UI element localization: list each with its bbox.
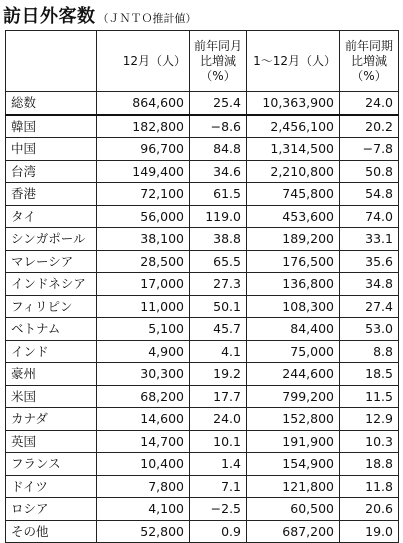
table-row [6,385,399,408]
total-row [6,92,399,115]
dec-visitors-cell: 56,000 [97,205,190,228]
country-cell: 韓国 [6,115,97,138]
ytd-yoy-cell: 53.0 [340,318,399,341]
dec-visitors-cell: 38,100 [97,228,190,251]
table-row [6,273,399,296]
dec-visitors-cell: 4,900 [97,340,190,363]
table-row [6,340,399,363]
dec-yoy-cell: 17.7 [190,385,247,408]
ytd-visitors-cell: 176,500 [247,250,340,273]
table-row [6,520,399,543]
header-country [6,31,97,92]
dec-visitors-cell: 149,400 [97,160,190,183]
ytd-yoy-cell: 34.8 [340,273,399,296]
table-row [6,363,399,386]
ytd-visitors-cell: 121,800 [247,475,340,498]
ytd-yoy-cell: 18.8 [340,453,399,476]
header-row [6,31,399,92]
dec-visitors-cell: 14,600 [97,408,190,431]
ytd-visitors-cell: 745,800 [247,183,340,206]
ytd-yoy-cell: 35.6 [340,250,399,273]
country-cell: フィリピン [6,295,97,318]
ytd-visitors-cell: 84,400 [247,318,340,341]
ytd-yoy-cell: 24.0 [340,92,399,115]
table-row [6,250,399,273]
ytd-yoy-cell: 18.5 [340,363,399,386]
ytd-yoy-cell: −7.8 [340,138,399,161]
table-body [6,92,399,543]
dec-yoy-cell: 10.1 [190,430,247,453]
country-cell: 米国 [6,385,97,408]
dec-yoy-cell: 19.2 [190,363,247,386]
dec-yoy-cell: 27.3 [190,273,247,296]
ytd-visitors-cell: 2,456,100 [247,115,340,138]
ytd-visitors-cell: 108,300 [247,295,340,318]
dec-yoy-cell: 7.1 [190,475,247,498]
table-row [6,228,399,251]
table-row [6,430,399,453]
visitor-stats-table [5,30,399,543]
ytd-visitors-cell: 191,900 [247,430,340,453]
dec-visitors-cell: 7,800 [97,475,190,498]
country-cell: 台湾 [6,160,97,183]
ytd-yoy-cell: 8.8 [340,340,399,363]
dec-yoy-cell: 1.4 [190,453,247,476]
country-cell: その他 [6,520,97,543]
dec-yoy-cell: 50.1 [190,295,247,318]
dec-yoy-cell: 61.5 [190,183,247,206]
ytd-yoy-cell: 11.5 [340,385,399,408]
country-cell: ドイツ [6,475,97,498]
country-cell: カナダ [6,408,97,431]
table-row [6,453,399,476]
header-ytd-yoy: 前年同期比増減（%） [340,31,399,92]
ytd-yoy-cell: 74.0 [340,205,399,228]
ytd-yoy-cell: 33.1 [340,228,399,251]
dec-yoy-cell: 25.4 [190,92,247,115]
ytd-visitors-cell: 189,200 [247,228,340,251]
dec-visitors-cell: 68,200 [97,385,190,408]
dec-yoy-cell: 38.8 [190,228,247,251]
country-cell: タイ [6,205,97,228]
ytd-yoy-cell: 10.3 [340,430,399,453]
dec-yoy-cell: −8.6 [190,115,247,138]
ytd-yoy-cell: 12.9 [340,408,399,431]
ytd-visitors-cell: 10,363,900 [247,92,340,115]
country-cell: シンガポール [6,228,97,251]
dec-yoy-cell: 0.9 [190,520,247,543]
country-cell: ロシア [6,498,97,521]
page-subtitle: （ＪＮＴＯ推計値） [97,12,197,25]
dec-visitors-cell: 52,800 [97,520,190,543]
title-row [3,2,197,26]
ytd-visitors-cell: 453,600 [247,205,340,228]
dec-visitors-cell: 72,100 [97,183,190,206]
dec-yoy-cell: 65.5 [190,250,247,273]
dec-visitors-cell: 17,000 [97,273,190,296]
ytd-yoy-cell: 11.8 [340,475,399,498]
ytd-yoy-cell: 50.8 [340,160,399,183]
dec-yoy-cell: 119.0 [190,205,247,228]
ytd-visitors-cell: 244,600 [247,363,340,386]
ytd-visitors-cell: 687,200 [247,520,340,543]
ytd-yoy-cell: 19.0 [340,520,399,543]
dec-yoy-cell: 84.8 [190,138,247,161]
table-row [6,295,399,318]
dec-visitors-cell: 5,100 [97,318,190,341]
ytd-visitors-cell: 1,314,500 [247,138,340,161]
dec-visitors-cell: 864,600 [97,92,190,115]
ytd-yoy-cell: 27.4 [340,295,399,318]
country-cell: 中国 [6,138,97,161]
ytd-yoy-cell: 20.2 [340,115,399,138]
ytd-visitors-cell: 152,800 [247,408,340,431]
table-row [6,183,399,206]
dec-visitors-cell: 30,300 [97,363,190,386]
dec-visitors-cell: 28,500 [97,250,190,273]
dec-visitors-cell: 4,100 [97,498,190,521]
country-cell: ベトナム [6,318,97,341]
table-row [6,318,399,341]
table-row [6,408,399,431]
country-cell: 総数 [6,92,97,115]
country-cell: フランス [6,453,97,476]
header-ytd: 1～12月（人） [247,31,340,92]
country-cell: インドネシア [6,273,97,296]
ytd-visitors-cell: 75,000 [247,340,340,363]
dec-yoy-cell: 4.1 [190,340,247,363]
country-cell: マレーシア [6,250,97,273]
country-cell: インド [6,340,97,363]
dec-visitors-cell: 11,000 [97,295,190,318]
ytd-visitors-cell: 799,200 [247,385,340,408]
ytd-visitors-cell: 60,500 [247,498,340,521]
table-row [6,115,399,138]
country-cell: 豪州 [6,363,97,386]
ytd-visitors-cell: 136,800 [247,273,340,296]
dec-visitors-cell: 14,700 [97,430,190,453]
table-row [6,160,399,183]
table-row [6,475,399,498]
ytd-visitors-cell: 2,210,800 [247,160,340,183]
ytd-yoy-cell: 20.6 [340,498,399,521]
header-dec: 12月（人） [97,31,190,92]
table-row [6,138,399,161]
dec-yoy-cell: 24.0 [190,408,247,431]
header-dec-yoy: 前年同月比増減（%） [190,31,247,92]
country-cell: 香港 [6,183,97,206]
dec-yoy-cell: 34.6 [190,160,247,183]
table-row [6,205,399,228]
ytd-yoy-cell: 54.8 [340,183,399,206]
dec-yoy-cell: 45.7 [190,318,247,341]
page-title: 訪日外客数 [3,6,96,27]
dec-visitors-cell: 10,400 [97,453,190,476]
country-cell: 英国 [6,430,97,453]
dec-visitors-cell: 182,800 [97,115,190,138]
dec-visitors-cell: 96,700 [97,138,190,161]
dec-yoy-cell: −2.5 [190,498,247,521]
table-row [6,498,399,521]
ytd-visitors-cell: 154,900 [247,453,340,476]
